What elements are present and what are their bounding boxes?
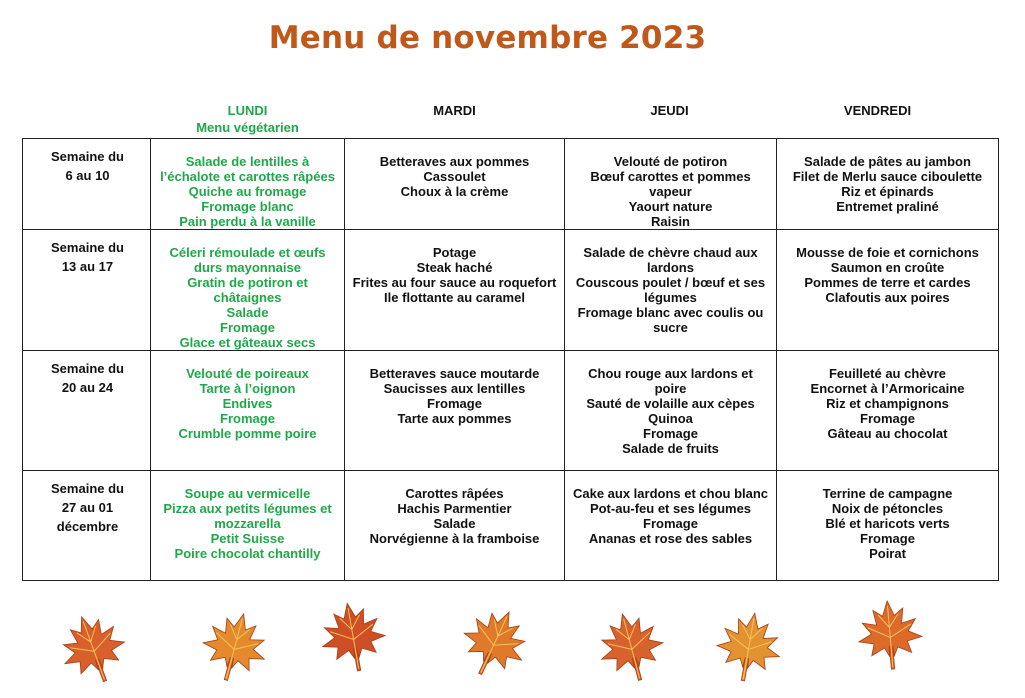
dish-line: lardons xyxy=(647,260,694,275)
dish-line: Potage xyxy=(432,245,477,260)
maple-leaf-icon xyxy=(855,595,925,675)
dish-line: Velouté de potiron xyxy=(613,154,728,169)
dish-line: légumes xyxy=(644,290,697,305)
dish-line: l’échalote et carottes râpées xyxy=(160,169,335,184)
maple-leaf-icon xyxy=(318,597,388,677)
dish-line: Endives xyxy=(222,396,273,411)
dish-line: durs mayonnaise xyxy=(194,260,301,275)
menu-cell-lundi xyxy=(151,351,345,471)
dish-line: Gratin de potiron et xyxy=(187,275,308,290)
dish-line: Salade de lentilles à xyxy=(185,154,310,169)
dish-line: Fromage xyxy=(643,426,698,441)
menu-cell-jeudi xyxy=(565,351,777,471)
dish-line: poire xyxy=(654,381,687,396)
page-title: Menu de novembre 2023 xyxy=(268,20,707,56)
dish-line: Soupe au vermicelle xyxy=(184,486,311,501)
maple-leaf-icon xyxy=(200,607,270,687)
autumn-leaves-row xyxy=(0,595,1025,695)
week-label xyxy=(23,351,151,471)
dish-line: Saumon en croûte xyxy=(830,260,945,275)
week-label-line: Semaine du xyxy=(51,149,124,164)
week-label xyxy=(23,471,151,581)
dish-line: mozzarella xyxy=(214,516,281,531)
menu-cell-jeudi xyxy=(565,471,777,581)
dish-line: Terrine de campagne xyxy=(822,486,953,501)
dish-line: Poirat xyxy=(869,546,906,561)
dish-line: Fromage blanc xyxy=(201,199,294,214)
dish-line: Chou rouge aux lardons et xyxy=(588,366,753,381)
dish-line: Poire chocolat chantilly xyxy=(174,546,321,561)
dish-line: Salade xyxy=(226,305,269,320)
dish-line: sucre xyxy=(653,320,688,335)
week-row xyxy=(23,139,999,230)
menu-cell-lundi xyxy=(151,139,345,230)
dish-line: Frites au four sauce au roquefort xyxy=(352,275,557,290)
week-label-line: Semaine du xyxy=(51,361,124,376)
menu-cell-mardi xyxy=(345,351,565,471)
dish-line: Quiche au fromage xyxy=(188,184,307,199)
dish-line: Pizza aux petits légumes et xyxy=(163,501,332,516)
dish-line: Fromage xyxy=(427,396,482,411)
dish-line: Tarte aux pommes xyxy=(397,411,512,426)
week-label xyxy=(23,139,151,230)
menu-cell-jeudi xyxy=(565,139,777,230)
week-row xyxy=(23,351,999,471)
maple-leaf-icon xyxy=(596,607,666,687)
dish-line: Tarte à l’oignon xyxy=(199,381,296,396)
dish-line: Salade de chèvre chaud aux xyxy=(583,245,758,260)
menu-cell-mardi xyxy=(345,139,565,230)
dish-line: Saucisses aux lentilles xyxy=(383,381,526,396)
week-row xyxy=(23,471,999,581)
dish-line: Cassoulet xyxy=(423,169,486,184)
day-name-lundi: LUNDI xyxy=(227,103,268,118)
menu-cell-mardi xyxy=(345,471,565,581)
dish-line: Blé et haricots verts xyxy=(825,516,950,531)
day-header-vendredi: VENDREDI xyxy=(843,103,912,118)
menu-cell-lundi xyxy=(151,230,345,351)
dish-line: Filet de Merlu sauce ciboulette xyxy=(792,169,983,184)
dish-line: Feuilleté au chèvre xyxy=(828,366,947,381)
week-row xyxy=(23,230,999,351)
day-header-jeudi: JEUDI xyxy=(650,103,689,118)
day-header-mardi: MARDI xyxy=(433,103,476,118)
menu-cell-lundi xyxy=(151,471,345,581)
dish-line: Mousse de foie et cornichons xyxy=(796,245,979,260)
dish-line: Fromage xyxy=(220,411,275,426)
day-header-lundi xyxy=(150,102,345,136)
week-label-line: Semaine du xyxy=(51,481,124,496)
dish-line: Bœuf carottes et pommes xyxy=(590,169,751,184)
menu-cell-vendredi xyxy=(777,471,999,581)
dish-line: Betteraves aux pommes xyxy=(379,154,530,169)
dish-line: Gâteau au chocolat xyxy=(827,426,948,441)
dish-line: Entremet praliné xyxy=(836,199,939,214)
dish-line: Riz et champignons xyxy=(826,396,949,411)
menu-cell-vendredi xyxy=(777,139,999,230)
dish-line: Betteraves sauce moutarde xyxy=(369,366,540,381)
menu-cell-vendredi xyxy=(777,351,999,471)
dish-line: Fromage xyxy=(860,531,915,546)
dish-line: Couscous poulet / bœuf et ses xyxy=(575,275,766,290)
dish-line: Carottes râpées xyxy=(405,486,504,501)
dish-line: vapeur xyxy=(649,184,692,199)
dish-line: Salade de fruits xyxy=(622,441,719,456)
dish-line: Norvégienne à la framboise xyxy=(369,531,540,546)
dish-line: Fromage xyxy=(860,411,915,426)
dish-line: Choux à la crème xyxy=(400,184,509,199)
week-label-line: 20 au 24 xyxy=(61,380,114,395)
week-label-line: décembre xyxy=(56,519,119,534)
maple-leaf-icon xyxy=(460,603,530,683)
week-label-line: 27 au 01 xyxy=(61,500,114,515)
vegetarian-subtitle: Menu végétarien xyxy=(196,120,299,135)
dish-line: Pot-au-feu et ses légumes xyxy=(589,501,752,516)
dish-line: Raisin xyxy=(650,214,690,229)
menu-cell-jeudi xyxy=(565,230,777,351)
menu-table xyxy=(22,138,999,581)
menu-cell-mardi xyxy=(345,230,565,351)
dish-line: Crumble pomme poire xyxy=(178,426,317,441)
maple-leaf-icon xyxy=(58,609,128,689)
week-label-line: 6 au 10 xyxy=(65,168,110,183)
dish-line: Céleri rémoulade et œufs xyxy=(169,245,326,260)
dish-line: Fromage blanc avec coulis ou xyxy=(577,305,764,320)
dish-line: Glace et gâteaux secs xyxy=(179,335,316,350)
dish-line: Yaourt nature xyxy=(628,199,713,214)
dish-line: Ananas et rose des sables xyxy=(588,531,753,546)
dish-line: Velouté de poireaux xyxy=(186,366,309,381)
week-label-line: Semaine du xyxy=(51,240,124,255)
week-label-line: 13 au 17 xyxy=(61,259,114,274)
dish-line: Petit Suisse xyxy=(210,531,285,546)
dish-line: Salade de pâtes au jambon xyxy=(804,154,971,169)
dish-line: Cake aux lardons et chou blanc xyxy=(572,486,769,501)
menu-cell-vendredi xyxy=(777,230,999,351)
dish-line: Noix de pétoncles xyxy=(831,501,944,516)
dish-line: Riz et épinards xyxy=(841,184,934,199)
dish-line: Pommes de terre et cardes xyxy=(804,275,971,290)
dish-line: Fromage xyxy=(643,516,698,531)
dish-line: châtaignes xyxy=(213,290,282,305)
dish-line: Pain perdu à la vanille xyxy=(179,214,316,229)
dish-line: Quinoa xyxy=(648,411,693,426)
maple-leaf-icon xyxy=(714,607,784,687)
dish-line: Clafoutis aux poires xyxy=(825,290,950,305)
week-label xyxy=(23,230,151,351)
dish-line: Fromage xyxy=(220,320,275,335)
dish-line: Sauté de volaille aux cèpes xyxy=(586,396,755,411)
dish-line: Encornet à l’Armoricaine xyxy=(810,381,965,396)
dish-line: Salade xyxy=(433,516,476,531)
dish-line: Ile flottante au caramel xyxy=(384,290,525,305)
dish-line: Hachis Parmentier xyxy=(397,501,512,516)
dish-line: Steak haché xyxy=(416,260,493,275)
